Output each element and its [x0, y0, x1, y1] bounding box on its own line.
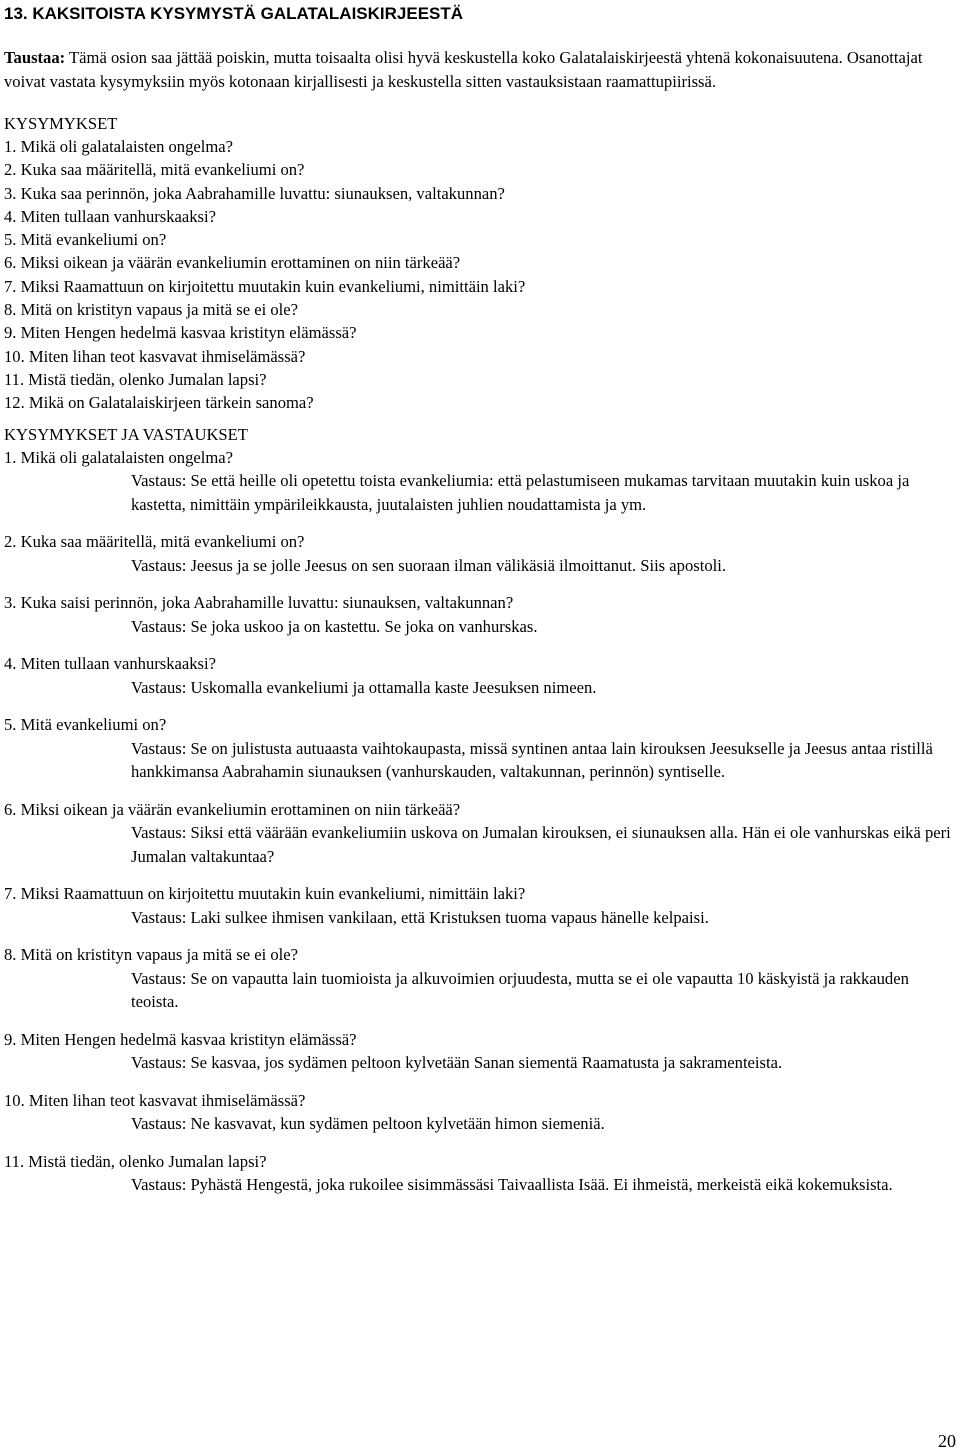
list-item: 5. Mitä evankeliumi on?: [4, 230, 167, 250]
intro-text: Tämä osion saa jättää poiskin, mutta toisaalta olisi hyvä keskustella koko Galatalaiskirjeestä yhtenä kokonaisuutena. Osanottajat voivat vastata kysymyksiin myös kotonaan kirjallisesti ja keskustella sitten vastauksistaan raamattupiirissä.: [4, 48, 923, 91]
qa-answer: Vastaus: Pyhästä Hengestä, joka rukoilee sisimmässäsi Taivaallista Isää. Ei ihmeistä, merkeistä eikä kokemuksista.: [131, 1175, 893, 1195]
qa-item: [4, 882, 956, 929]
list-item: 9. Miten Hengen hedelmä kasvaa kristityn elämässä?: [4, 323, 357, 343]
qa-item: [4, 943, 956, 1014]
qa-item: [4, 591, 956, 638]
qa-item: [4, 1150, 956, 1197]
list-item: 10. Miten lihan teot kasvavat ihmiselämässä?: [4, 346, 306, 366]
qa-question: 3. Kuka saisi perinnön, joka Aabrahamille luvattu: siunauksen, valtakunnan?: [4, 593, 514, 613]
page-title: 13. KAKSITOISTA KYSYMYSTÄ GALATALAISKIRJEESTÄ: [4, 4, 464, 23]
question-list: [4, 135, 956, 415]
list-item: 6. Miksi oikean ja väärän evankeliumin erottaminen on niin tärkeää?: [4, 253, 461, 273]
qa-item: [4, 713, 956, 784]
qa-answer: Vastaus: Se on vapautta lain tuomioista ja alkuvoimien orjuudesta, mutta se ei ole vapautta 10 käskyistä ja rakkauden teoista.: [131, 968, 909, 1012]
qa-question: 6. Miksi oikean ja väärän evankeliumin erottaminen on niin tärkeää?: [4, 799, 461, 819]
qa-item: [4, 798, 956, 869]
qa-answer: Vastaus: Laki sulkee ihmisen vankilaan, että Kristuksen tuoma vapaus hänelle kelpaisi.: [131, 907, 709, 927]
page-number: 20: [938, 1431, 956, 1451]
document-page: [4, 0, 956, 1211]
qa-question: 1. Mikä oli galatalaisten ongelma?: [4, 447, 234, 467]
list-item: 12. Mikä on Galatalaiskirjeen tärkein sanoma?: [4, 393, 314, 413]
qa-item: [4, 1089, 956, 1136]
qa-question: 8. Mitä on kristityn vapaus ja mitä se ei ole?: [4, 945, 299, 965]
list-item: 3. Kuka saa perinnön, joka Aabrahamille luvattu: siunauksen, valtakunnan?: [4, 183, 505, 203]
qa-question: 7. Miksi Raamattuun on kirjoitettu muutakin kuin evankeliumi, nimittäin laki?: [4, 884, 526, 904]
qa-item: [4, 1028, 956, 1075]
qa-answer: Vastaus: Siksi että väärään evankeliumiin uskova on Jumalan kirouksen, ei siunauksen alla. Hän ei ole vanhurskas eikä peri Jumalan valtakuntaa?: [131, 823, 951, 866]
qa-heading: KYSYMYKSET JA VASTAUKSET: [4, 424, 248, 444]
qa-item: [4, 652, 956, 699]
qa-question: 5. Mitä evankeliumi on?: [4, 715, 167, 735]
qa-item: [4, 446, 956, 517]
qa-question: 2. Kuka saa määritellä, mitä evankeliumi on?: [4, 532, 305, 552]
qa-question: 11. Mistä tiedän, olenko Jumalan lapsi?: [4, 1151, 267, 1171]
intro-label: Taustaa:: [4, 48, 66, 67]
list-item: 2. Kuka saa määritellä, mitä evankeliumi on?: [4, 160, 305, 180]
qa-question: 9. Miten Hengen hedelmä kasvaa kristityn elämässä?: [4, 1029, 357, 1049]
qa-answer: Vastaus: Se joka uskoo ja on kastettu. Se joka on vanhurskas.: [131, 616, 538, 636]
qa-answer: Vastaus: Ne kasvavat, kun sydämen peltoon kylvetään himon siemeniä.: [131, 1114, 605, 1134]
list-item: 1. Mikä oli galatalaisten ongelma?: [4, 137, 234, 156]
qa-question: 4. Miten tullaan vanhurskaaksi?: [4, 654, 216, 674]
qa-question: 10. Miten lihan teot kasvavat ihmiselämässä?: [4, 1090, 306, 1110]
list-item: 11. Mistä tiedän, olenko Jumalan lapsi?: [4, 369, 267, 389]
list-item: 7. Miksi Raamattuun on kirjoitettu muutakin kuin evankeliumi, nimittäin laki?: [4, 276, 526, 296]
qa-answer: Vastaus: Uskomalla evankeliumi ja ottamalla kaste Jeesuksen nimeen.: [131, 677, 597, 697]
qa-answer: Vastaus: Se että heille oli opetettu toista evankeliumia: että pelastumiseen mukamas tarvitaan muutakin kuin uskoa ja kastetta, nimittäin ympärileikkausta, juutalaisten juhlien noudattamista ja ym.: [131, 471, 910, 514]
list-item: 8. Mitä on kristityn vapaus ja mitä se ei ole?: [4, 300, 299, 320]
questions-heading: KYSYMYKSET: [4, 114, 118, 133]
qa-answer: Vastaus: Se on julistusta autuaasta vaihtokaupasta, missä syntinen antaa lain kirouksen Jeesukselle ja Jeesus antaa ristillä hankkimansa Aabrahamin siunauksen (vanhurskauden, valtakunnan, perinnön) syntiselle.: [131, 738, 933, 782]
qa-item: [4, 530, 956, 577]
list-item: 4. Miten tullaan vanhurskaaksi?: [4, 206, 216, 226]
qa-answer: Vastaus: Se kasvaa, jos sydämen peltoon kylvetään Sanan siementä Raamatusta ja sakramenteista.: [131, 1053, 783, 1073]
qa-answer: Vastaus: Jeesus ja se jolle Jeesus on sen suoraan ilman välikäsiä ilmoittanut. Siis apostoli.: [131, 555, 726, 575]
intro-paragraph: [4, 46, 954, 94]
